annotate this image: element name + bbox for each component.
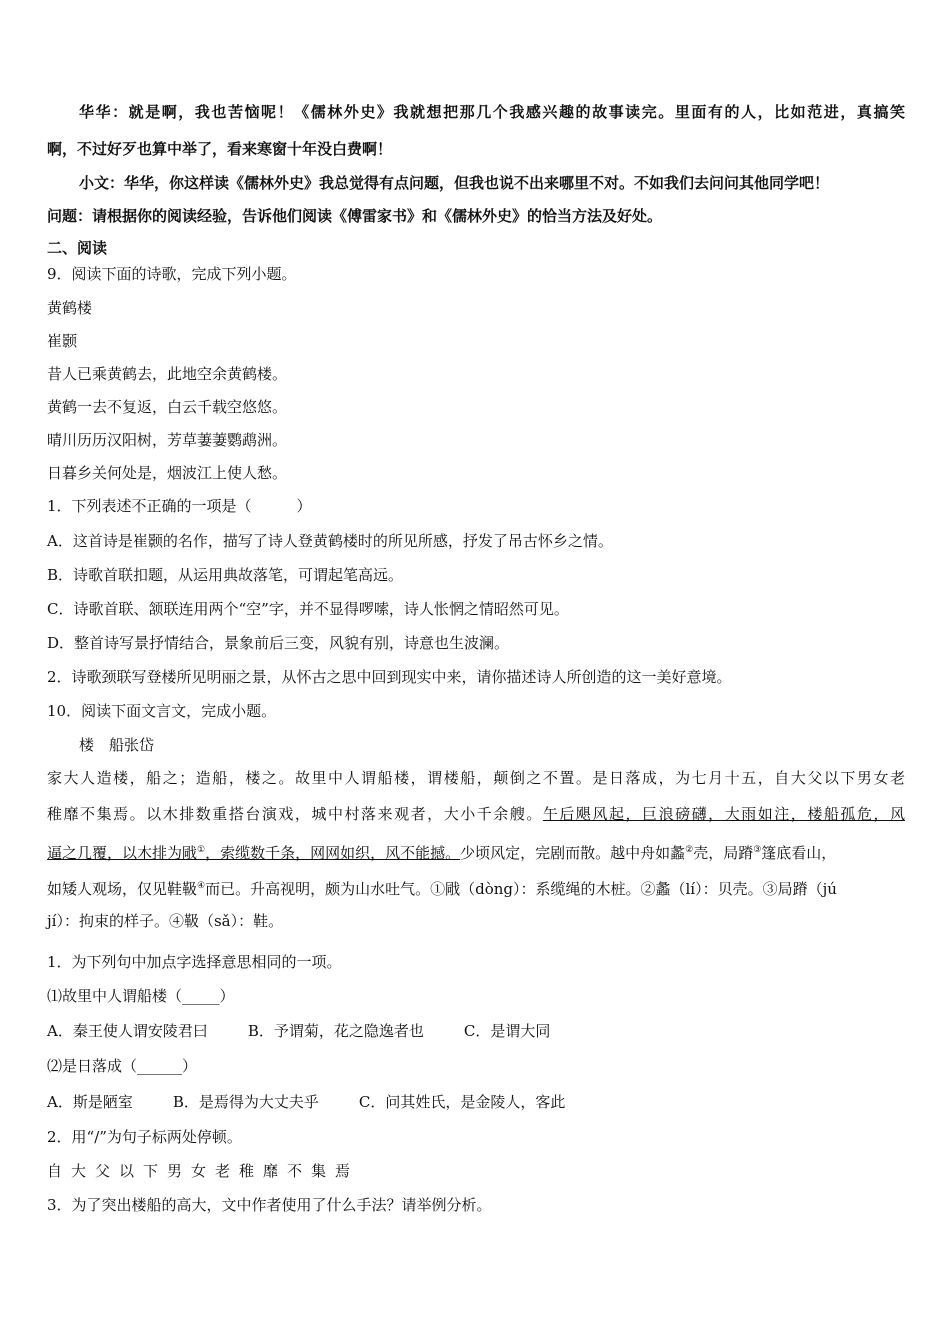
q10-sub3: 3．为了突出楼船的高大，文中作者使用了什么手法？请举例分析。 bbox=[47, 1196, 492, 1214]
passage-text: 少顷风定，完剧而散。越中舟如蠡 bbox=[460, 844, 686, 862]
option-a: A．这首诗是崔颢的名作，描写了诗人登黄鹤楼时的所见所感，抒发了吊古怀乡之情。 bbox=[47, 532, 613, 550]
q9-sub2: 2．诗歌颈联写登楼所见明丽之景，从怀古之思中回到现实中来，请你描述诗人所创造的这一美好意境。 bbox=[47, 668, 732, 686]
underlined-text: 逼之几覆，以木排为戙 bbox=[47, 844, 198, 862]
passage-text: 稚靡不集焉。以木排数重搭台演戏，城中村落来观者，大小千余艘。 bbox=[47, 805, 543, 823]
option-c: C．问其姓氏，是金陵人，客此 bbox=[358, 1093, 566, 1111]
underlined-text: 午后飓风起，巨浪磅礴，大雨如注，楼船孤危，风 bbox=[542, 805, 905, 823]
passage-line bbox=[47, 876, 905, 899]
footnote-mark: ④ bbox=[197, 881, 206, 891]
passage-text: 篷底看山， bbox=[761, 844, 837, 862]
dialogue-huahua-1: 华华：就是啊，我也苦恼呢！《儒林外史》我就想把那几个我感兴趣的故事读完。里面有的人，比如范进，真搞笑 bbox=[79, 103, 905, 121]
passage-text: 如矮人观场，仅见鞋靸 bbox=[47, 880, 198, 898]
q10-item2-options bbox=[47, 1092, 905, 1112]
dialogue-xiaowen: 小文：华华，你这样读《儒林外史》我总觉得有点问题，但我也说不出来哪里不对。不如我们去问问其他同学吧！ bbox=[79, 174, 830, 192]
poem-line: 日暮乡关何处是，烟波江上使人愁。 bbox=[47, 464, 288, 482]
passage-line bbox=[47, 840, 905, 863]
poem-author: 崔颢 bbox=[47, 332, 78, 350]
q9-intro: 9．阅读下面的诗歌，完成下列小题。 bbox=[47, 265, 297, 283]
poem-line: 黄鹤一去不复返，白云千载空悠悠。 bbox=[47, 398, 288, 416]
option-c: C．是谓大同 bbox=[463, 1022, 551, 1040]
q10-sub1: 1．为下列句中加点字选择意思相同的一项。 bbox=[47, 953, 342, 971]
option-b: B．予谓菊，花之隐逸者也 bbox=[247, 1022, 424, 1040]
option-b: B．诗歌首联扣题，从运用典故落笔，可谓起笔高远。 bbox=[47, 566, 404, 584]
dialogue-huahua-2: 啊，不过好歹也算中举了，看来寒窗十年没白费啊！ bbox=[47, 140, 393, 158]
footnote-mark: ③ bbox=[753, 845, 762, 855]
poem-title: 黄鹤楼 bbox=[47, 299, 93, 317]
punctuation-sentence: 自大父以下男女老稚靡不集焉 bbox=[47, 1162, 360, 1180]
underlined-text: ，索缆数千条，网网如织，风不能撼。 bbox=[205, 844, 461, 862]
footnote-mark: ② bbox=[685, 845, 694, 855]
passage-line bbox=[47, 804, 905, 824]
q10-item2: ⑵是日落成（______） bbox=[47, 1057, 198, 1075]
passage-line: 家大人造楼，船之；造船，楼之。故里中人谓船楼，谓楼船，颠倒之不置。是日落成，为七月十五，自大父以下男女老 bbox=[47, 769, 905, 787]
q10-item1-options bbox=[47, 1021, 905, 1041]
q10-item1: ⑴故里中人谓船楼（_____） bbox=[47, 987, 235, 1005]
poem-line: 昔人已乘黄鹤去，此地空余黄鹤楼。 bbox=[47, 365, 288, 383]
passage-text: 壳，局蹐 bbox=[693, 844, 754, 862]
section-title: 二、阅读 bbox=[47, 239, 108, 257]
q9-sub1: 1．下列表述不正确的一项是（ ） bbox=[47, 497, 312, 515]
option-b: B．是焉得为大丈夫乎 bbox=[172, 1093, 319, 1111]
dialogue-question: 问题：请根据你的阅读经验，告诉他们阅读《傅雷家书》和《儒林外史》的恰当方法及好处。 bbox=[47, 207, 663, 225]
passage-line: jí）：拘束的样子。④靸（sǎ）：鞋。 bbox=[47, 912, 284, 930]
poem-line: 晴川历历汉阳树，芳草萋萋鹦鹉洲。 bbox=[47, 431, 288, 449]
q10-sub2: 2．用“/”为句子标两处停顿。 bbox=[47, 1128, 242, 1146]
option-a: A．斯是陋室 bbox=[47, 1093, 133, 1111]
option-a: A．秦王使人谓安陵君曰 bbox=[47, 1022, 208, 1040]
passage-title: 楼 船张岱 bbox=[79, 736, 155, 754]
option-c: C．诗歌首联、颔联连用两个“空”字，并不显得啰嗦，诗人怅惘之情昭然可见。 bbox=[47, 600, 569, 618]
passage-text: 而已。升高视明，颇为山水吐气。①戙（dòng）：系缆绳的木桩。②蠡（lí）：贝壳。③局蹐（jú bbox=[205, 880, 837, 898]
q10-intro: 10．阅读下面文言文，完成小题。 bbox=[47, 702, 277, 720]
option-d: D．整首诗写景抒情结合，景象前后三变，风貌有别，诗意也生波澜。 bbox=[47, 634, 510, 652]
footnote-mark: ① bbox=[197, 845, 206, 855]
